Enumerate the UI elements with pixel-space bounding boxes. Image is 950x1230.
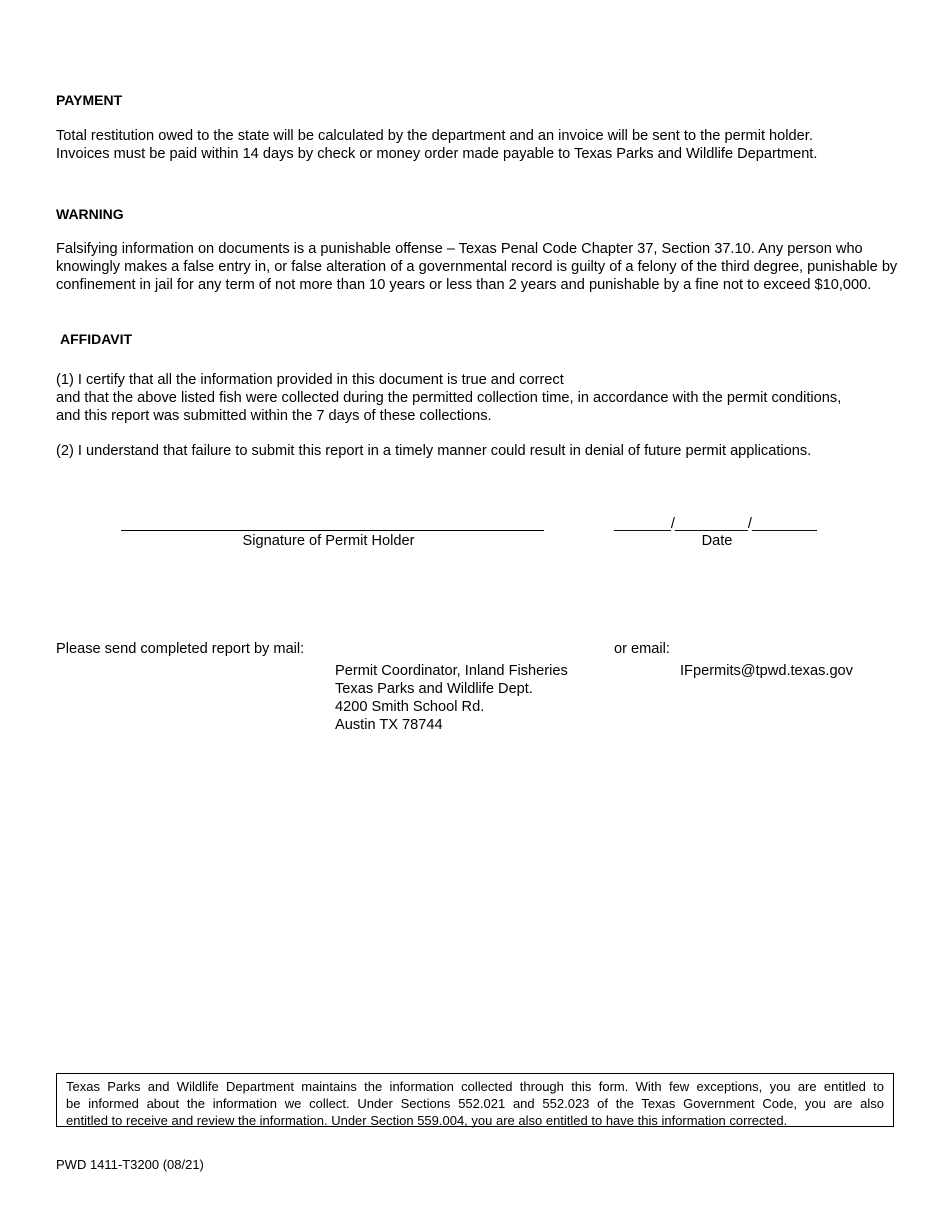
email-label: or email: — [614, 641, 670, 657]
signature-line[interactable] — [121, 530, 544, 531]
date-label: Date — [701, 533, 733, 549]
payment-heading: PAYMENT — [56, 92, 123, 108]
address-line: Permit Coordinator, Inland Fisheries — [335, 663, 568, 679]
mail-label: Please send completed report by mail: — [56, 641, 305, 657]
email-address[interactable]: IFpermits@tpwd.texas.gov — [680, 663, 853, 679]
privacy-notice-line: entitled to receive and review the information. Under Section 559.004, you are also entitled to have this information corrected. — [66, 1113, 788, 1128]
affidavit-item2: (2) I understand that failure to submit this report in a timely manner could result in denial of future permit applications. — [56, 443, 812, 459]
privacy-notice-line: Texas Parks and Wildlife Department maintains the information collected through this form. With few exceptions, you are entitled to — [66, 1079, 884, 1094]
date-field[interactable]: _______/_________/________ — [614, 516, 817, 532]
payment-text-line1: Total restitution owed to the state will be calculated by the department and an invoice will be sent to the permit holder. — [56, 128, 813, 144]
warning-text: Falsifying information on documents is a punishable offense – Texas Penal Code Chapter 37, Section 37.10. Any person who knowingly makes a false entry in, or false alteration of a governmental record is guilty of a felony of the third degree, punishable by confinement in jail for any term of not more than 10 years or less than 2 years and punishable by a fine not to exceed $10,000. — [56, 241, 898, 293]
payment-text-line2: Invoices must be paid within 14 days by check or money order made payable to Texas Parks and Wildlife Department. — [56, 146, 818, 162]
affidavit-item1-line3: and this report was submitted within the 7 days of these collections. — [56, 408, 492, 424]
address-line: Austin TX 78744 — [335, 717, 443, 733]
privacy-notice-line: be informed about the information we collect. Under Sections 552.021 and 552.023 of the Texas Government Code, you are also — [66, 1096, 884, 1111]
address-line: Texas Parks and Wildlife Dept. — [335, 681, 533, 697]
affidavit-item1-line1: (1) I certify that all the information provided in this document is true and correct — [56, 372, 564, 388]
signature-label: Signature of Permit Holder — [242, 533, 415, 549]
privacy-notice — [56, 1073, 894, 1127]
affidavit-heading: AFFIDAVIT — [60, 331, 133, 347]
form-number: PWD 1411-T3200 (08/21) — [56, 1157, 204, 1172]
warning-heading: WARNING — [56, 206, 124, 222]
address-line: 4200 Smith School Rd. — [335, 699, 485, 715]
affidavit-item1-line2: and that the above listed fish were collected during the permitted collection time, in accordance with the permit conditions, — [56, 390, 842, 406]
